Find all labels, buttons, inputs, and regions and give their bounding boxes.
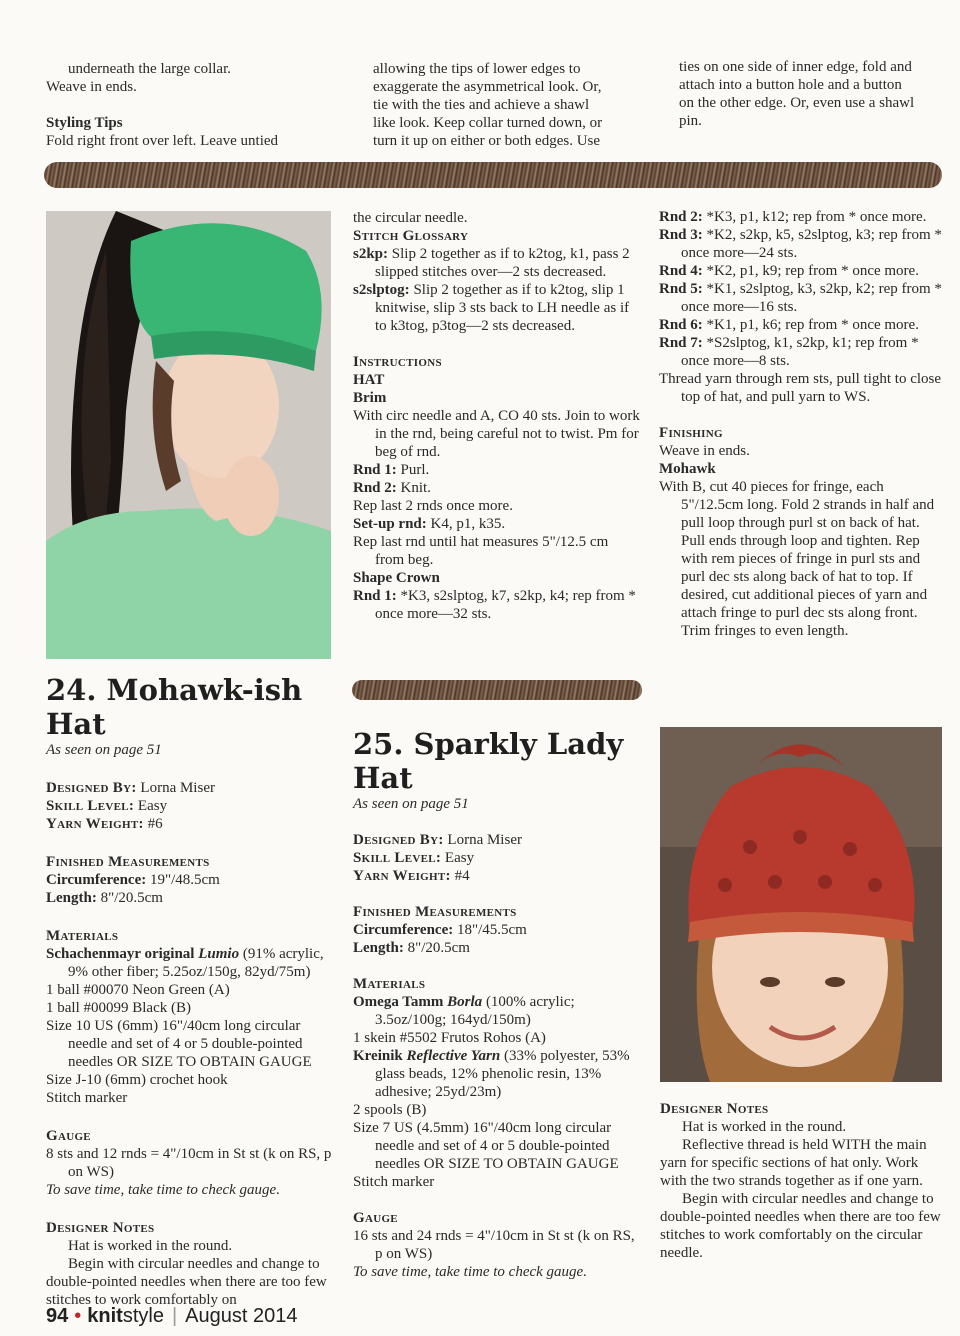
circumference-label: Circumference: — [353, 922, 454, 938]
text-line: allowing the tips of lower edges to — [373, 61, 581, 77]
yarn-name: Borla — [447, 994, 483, 1010]
photo-sparkly-hat — [660, 727, 942, 1082]
designer-notes-text: Hat is worked in the round. — [682, 1119, 847, 1135]
designed-by-value: Lorna Miser — [136, 780, 215, 796]
designed-by-label: Designed By: — [353, 832, 444, 848]
top-col-2 — [373, 60, 643, 150]
text-line: the circular needle. — [353, 210, 468, 226]
yarn-brand: Omega Tamm — [353, 994, 448, 1010]
sparkly-hat-illustration — [660, 727, 942, 1082]
rnd-text: *K3, p1, k12; rep from * once more. — [702, 209, 927, 225]
rnd-label: Rnd 5: — [659, 281, 703, 297]
text-line: ties on one side of inner edge, fold and — [679, 59, 912, 75]
yarn-divider-mid — [352, 680, 642, 700]
circumference-value: 18"/45.5cm — [453, 922, 527, 938]
designed-by-value: Lorna Miser — [443, 832, 522, 848]
rnd-label: Rnd 2: — [353, 480, 397, 496]
middle-column — [353, 209, 641, 623]
text-line: attach into a button hole and a button — [679, 77, 902, 93]
yarn-details: (100% acrylic; 3.5oz/100g; 164yd/150m) — [375, 994, 575, 1028]
text-line: Rep last rnd until hat measures 5"/12.5 cm from beg. — [353, 534, 609, 568]
magazine-name-knit: knit — [87, 1305, 123, 1327]
rnd-label: Rnd 4: — [659, 263, 703, 279]
rnd-label: Rnd 6: — [659, 317, 703, 333]
yarn-brand: Schachenmayr original — [46, 946, 199, 962]
rnd-text: *S2slptog, k1, s2kp, k1; rep from * once more—8 sts. — [681, 335, 919, 369]
text-line: Thread yarn through rem sts, pull tight to close top of hat, and pull yarn to WS. — [659, 371, 942, 405]
rnd-label: Rnd 7: — [659, 335, 703, 351]
text-line: pin. — [679, 113, 702, 129]
skill-level-label: Skill Level: — [46, 798, 135, 814]
material-item: 1 skein #5502 Frutos Rohos (A) — [353, 1030, 546, 1046]
text-line: on the other edge. Or, even use a shawl — [679, 95, 915, 111]
rnd-label: Rnd 1: — [353, 462, 397, 478]
material-item: 1 ball #00099 Black (B) — [46, 1000, 191, 1016]
finished-measurements-heading: Finished Measurements — [46, 854, 210, 870]
rnd-text: Purl. — [396, 462, 430, 478]
text-line: exaggerate the asymmetrical look. Or, — [373, 79, 602, 95]
designed-by-label: Designed By: — [46, 780, 137, 796]
rnd-text: *K1, s2slptog, k3, s2kp, k2; rep from * once more—16 sts. — [681, 281, 942, 315]
designer-notes-heading: Designer Notes — [46, 1220, 155, 1236]
magazine-name-style: style — [122, 1305, 164, 1327]
skill-level-value: Easy — [134, 798, 168, 814]
page-footer — [46, 1305, 297, 1328]
top-col-1 — [46, 60, 326, 150]
s2kp-text: Slip 2 together as if to k2tog, k1, pass 2 slipped stitches over—2 sts decreased. — [375, 246, 630, 280]
length-label: Length: — [46, 890, 97, 906]
length-label: Length: — [353, 940, 404, 956]
text-line: Weave in ends. — [46, 79, 137, 95]
text-line: turn it up on either or both edges. Use — [373, 133, 601, 149]
rnd-text: *K2, s2kp, k5, s2slptog, k3; rep from * once more—24 sts. — [681, 227, 942, 261]
designer-notes-text: Begin with circular needles and change to double-pointed needles when there are too few stitches to work comfortably on — [46, 1256, 327, 1308]
yarn-name: Reflective Yarn — [406, 1048, 501, 1064]
material-item: Size 7 US (4.5mm) 16"/40cm long circular needle and set of 4 or 5 double-pointed needles OR SIZE TO OBTAIN GAUGE — [353, 1120, 619, 1172]
designer-notes-text: Reflective thread is held WITH the main yarn for specific sections of hat only. Work with the two strands together as if one yarn. — [660, 1137, 927, 1189]
text-line: underneath the large collar. — [68, 61, 231, 77]
gauge-heading: Gauge — [46, 1128, 91, 1144]
s2kp-label: s2kp: — [353, 246, 389, 262]
circumference-label: Circumference: — [46, 872, 147, 888]
hat24-title: 24. Mohawk-ish Hat — [46, 673, 303, 741]
s2slptog-label: s2slptog: — [353, 282, 410, 298]
issue-date: August 2014 — [185, 1305, 298, 1327]
gauge-heading: Gauge — [353, 1210, 398, 1226]
yarn-weight-value: #4 — [450, 868, 470, 884]
text-line: Weave in ends. — [659, 443, 750, 459]
material-item: Size J-10 (6mm) crochet hook — [46, 1072, 228, 1088]
material-item: Stitch marker — [46, 1090, 128, 1106]
material-item: Stitch marker — [353, 1174, 435, 1190]
setup-rnd-label: Set-up rnd: — [353, 516, 427, 532]
rnd-label: Rnd 2: — [659, 209, 703, 225]
top-col-3 — [679, 58, 949, 130]
text-line: Rep last 2 rnds once more. — [353, 498, 513, 514]
materials-heading: Materials — [46, 928, 119, 944]
setup-rnd-text: K4, p1, k35. — [426, 516, 506, 532]
brim-heading: Brim — [353, 390, 387, 406]
hat-heading: HAT — [353, 372, 385, 388]
rnd-text: *K3, s2slptog, k7, s2kp, k4; rep from * once more—32 sts. — [375, 588, 636, 622]
styling-tips-heading: Styling Tips — [46, 115, 123, 131]
photo-mohawk-hat — [46, 211, 331, 659]
footer-divider: | — [171, 1305, 178, 1327]
mohawk-heading: Mohawk — [659, 461, 716, 477]
hat25-column — [353, 727, 641, 1281]
text-line: tie with the ties and achieve a shawl — [373, 97, 590, 113]
mohawk-hat-illustration — [46, 211, 331, 659]
finishing-heading: Finishing — [659, 425, 723, 441]
rnd-text: *K2, p1, k9; rep from * once more. — [702, 263, 919, 279]
designer-notes-text: Begin with circular needles and change to double-pointed needles when there are too few stitches to work comfortably on the circular needle. — [660, 1191, 941, 1261]
material-item: 1 ball #00070 Neon Green (A) — [46, 982, 230, 998]
yarn-weight-label: Yarn Weight: — [46, 816, 144, 832]
text-line: Fold right front over left. Leave untied — [46, 133, 279, 149]
rnd-label: Rnd 3: — [659, 227, 703, 243]
designer-notes-heading: Designer Notes — [660, 1101, 769, 1117]
instructions-heading: Instructions — [353, 354, 442, 370]
skill-level-value: Easy — [441, 850, 475, 866]
rnd-text: Knit. — [396, 480, 431, 496]
hat24-column — [46, 673, 336, 1309]
hat25-seen-on: As seen on page 51 — [353, 796, 469, 812]
hat25-title: 25. Sparkly Lady Hat — [353, 727, 624, 795]
yarn-name: Lumio — [198, 946, 240, 962]
gauge-tip: To save time, take time to check gauge. — [46, 1182, 280, 1198]
length-value: 8"/20.5cm — [403, 940, 470, 956]
gauge-text: 16 sts and 24 rnds = 4"/10cm in St st (k on RS, p on WS) — [353, 1228, 635, 1262]
materials-heading: Materials — [353, 976, 426, 992]
gauge-text: 8 sts and 12 rnds = 4"/10cm in St st (k on RS, p on WS) — [46, 1146, 332, 1180]
right-column — [659, 208, 944, 640]
text-line: like look. Keep collar turned down, or — [373, 115, 603, 131]
yarn-divider-top — [44, 162, 942, 188]
stitch-glossary-heading: Stitch Glossary — [353, 228, 469, 244]
bullet: • — [74, 1305, 82, 1327]
material-item: 2 spools (B) — [353, 1102, 427, 1118]
yarn-weight-value: #6 — [143, 816, 163, 832]
length-value: 8"/20.5cm — [96, 890, 163, 906]
yarn-weight-label: Yarn Weight: — [353, 868, 451, 884]
skill-level-label: Skill Level: — [353, 850, 442, 866]
finished-measurements-heading: Finished Measurements — [353, 904, 517, 920]
material-item: Size 10 US (6mm) 16"/40cm long circular needle and set of 4 or 5 double-pointed needles OR SIZE TO OBTAIN GAUGE — [46, 1018, 312, 1070]
mohawk-text: With B, cut 40 pieces for fringe, each 5"/12.5cm long. Fold 2 strands in half and pull loop through purl st on back of hat. Pull ends through loop and tighten. Rep with rem pieces of fringe in purl sts and purl dec sts along back of hat to top. If desired, cut additional pieces of yarn and attach fringe to purl dec sts along front. Trim fringes to even length. — [659, 479, 935, 639]
s2slptog-text: Slip 2 together as if to k2tog, slip 1 knitwise, slip 3 sts back to LH needle as if to k3tog, p3tog—2 sts decreased. — [375, 282, 630, 334]
rnd-label: Rnd 1: — [353, 588, 397, 604]
yarn-details: (91% acrylic, 9% other fiber; 5.25oz/150g, 82yd/75m) — [68, 946, 324, 980]
circumference-value: 19"/48.5cm — [146, 872, 220, 888]
gauge-tip: To save time, take time to check gauge. — [353, 1264, 587, 1280]
rnd-text: *K1, p1, k6; rep from * once more. — [702, 317, 919, 333]
hat25-designer-notes — [660, 1100, 945, 1262]
page-number: 94 — [46, 1305, 69, 1327]
brim-text: With circ needle and A, CO 40 sts. Join to work in the rnd, being careful not to twist. Pm for beg of rnd. — [353, 408, 640, 460]
yarn-brand: Kreinik — [353, 1048, 407, 1064]
shape-crown-heading: Shape Crown — [353, 570, 440, 586]
hat24-seen-on: As seen on page 51 — [46, 742, 162, 758]
designer-notes-text: Hat is worked in the round. — [68, 1238, 233, 1254]
yarn-details: (33% polyester, 53% glass beads, 12% phenolic resin, 13% adhesive; 25yd/23m) — [375, 1048, 630, 1100]
